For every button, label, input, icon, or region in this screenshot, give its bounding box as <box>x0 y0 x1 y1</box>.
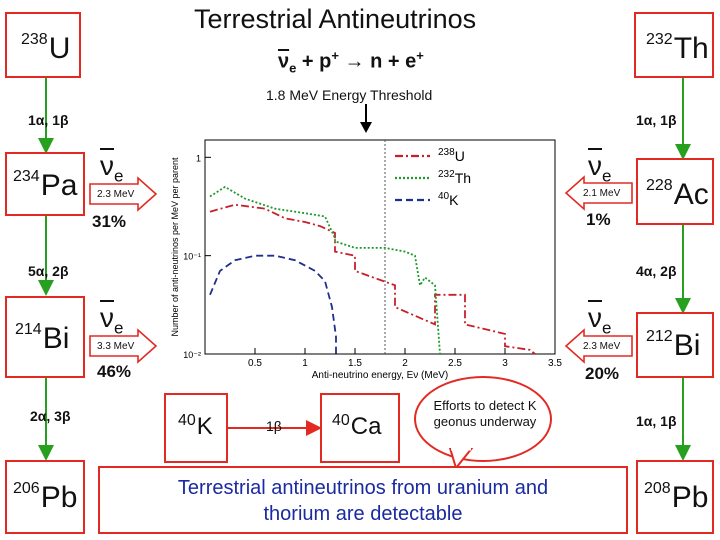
chart-ylabel: Number of anti-neutrinos per MeV per parent <box>170 157 180 337</box>
legend-entry: $^{232}$Th <box>438 169 472 186</box>
k40-mass: 40 <box>178 412 196 429</box>
page-title: Terrestrial Antineutrinos <box>194 4 477 34</box>
pa-percent: 31% <box>92 212 127 231</box>
decay-th-to-ac: 1α, 1β <box>636 112 677 128</box>
ac-percent: 1% <box>586 210 611 229</box>
pb208-box <box>636 460 714 534</box>
x-tick-label: 1.5 <box>348 358 362 369</box>
ca40-mass: 40 <box>332 412 350 429</box>
pb206-mass: 206 <box>13 480 40 497</box>
bi212-energy: 2.3 MeV <box>583 341 621 352</box>
bi212-percent: 20% <box>585 364 620 383</box>
y-tick-label: 1 <box>195 153 201 164</box>
bi214-mass: 214 <box>15 321 42 338</box>
nu-symbol: $\overline{\nu}$ <box>278 50 290 73</box>
bi212-mass: 212 <box>646 328 673 345</box>
decay-pa-to-bi: 5α, 2β <box>28 263 69 279</box>
u238-symbol: U <box>48 32 71 65</box>
u238-mass: 238 <box>21 31 48 48</box>
x-tick-label: 2.5 <box>448 358 462 369</box>
u238-box <box>5 12 81 78</box>
pa-antineutrino: $\overline{\nu}_e$ <box>100 150 124 186</box>
decay-bi-to-pb-left: 2α, 3β <box>30 408 71 424</box>
bi214-antineutrino: $\overline{\nu}_e$ <box>100 302 124 338</box>
pb208-symbol: Pb <box>671 481 709 514</box>
pa234-symbol: Pa <box>40 169 78 202</box>
k40-symbol: K <box>196 413 213 440</box>
th232-mass: 232 <box>646 31 673 48</box>
bi214-percent: 46% <box>97 362 132 381</box>
spectrum-chart <box>160 130 570 390</box>
ac-antineutrino: $\overline{\nu}_e$ <box>588 150 612 186</box>
proton-charge: + <box>331 48 339 63</box>
x-tick-label: 3.5 <box>548 358 562 369</box>
y-tick-label: 10⁻² <box>183 350 201 360</box>
bi212-antineutrino: $\overline{\nu}_e$ <box>588 302 612 338</box>
decay-bi-to-pb-right: 1α, 1β <box>636 413 677 429</box>
ac228-box <box>636 158 714 225</box>
pb206-symbol: Pb <box>40 481 78 514</box>
legend-entry: $^{40}$K <box>438 191 459 208</box>
decay-ac-to-bi: 4α, 2β <box>636 263 677 279</box>
th232-symbol: Th <box>673 32 709 65</box>
pb208-mass: 208 <box>644 480 671 497</box>
pa234-mass: 234 <box>13 168 40 185</box>
x-tick-label: 0.5 <box>248 358 262 369</box>
decay-k-to-ca: 1β <box>266 418 282 434</box>
threshold-label: 1.8 MeV Energy Threshold <box>266 87 433 103</box>
reaction-products: → n + e <box>338 50 417 73</box>
k40-box <box>164 393 228 463</box>
ca40-symbol: Ca <box>350 413 382 440</box>
positron-charge: + <box>416 48 424 63</box>
reaction-proton: + p <box>296 50 332 73</box>
y-tick-label: 10⁻¹ <box>183 251 201 262</box>
th232-box <box>634 12 714 78</box>
ac-energy: 2.1 MeV <box>583 188 621 199</box>
ac228-mass: 228 <box>646 177 673 194</box>
conclusion-text: Terrestrial antineutrinos from uranium and thorium are detectable <box>177 477 549 525</box>
x-tick-label: 1 <box>302 358 308 369</box>
decay-u-to-pa: 1α, 1β <box>28 112 69 128</box>
nu-subscript: e <box>289 60 297 76</box>
k-geonus-callout <box>414 376 552 462</box>
legend-entry: $^{238}$U <box>438 147 465 164</box>
bi214-energy: 3.3 MeV <box>97 341 135 352</box>
pa234-box <box>5 152 85 216</box>
callout-text: Efforts to detect K geonus underway <box>433 398 537 429</box>
conclusion-box <box>98 466 628 534</box>
pa-energy: 2.3 MeV <box>97 189 135 200</box>
bi212-box <box>636 312 714 378</box>
x-tick-label: 3 <box>502 358 508 369</box>
ca40-box <box>320 393 400 463</box>
bi214-symbol: Bi <box>42 322 70 355</box>
x-tick-label: 2 <box>402 358 408 369</box>
bi212-symbol: Bi <box>673 329 701 362</box>
chart-xlabel: Anti-neutrino energy, Eν (MeV) <box>311 370 449 381</box>
pb206-box <box>5 460 85 534</box>
bi214-box <box>5 296 85 378</box>
ac228-symbol: Ac <box>673 178 709 211</box>
